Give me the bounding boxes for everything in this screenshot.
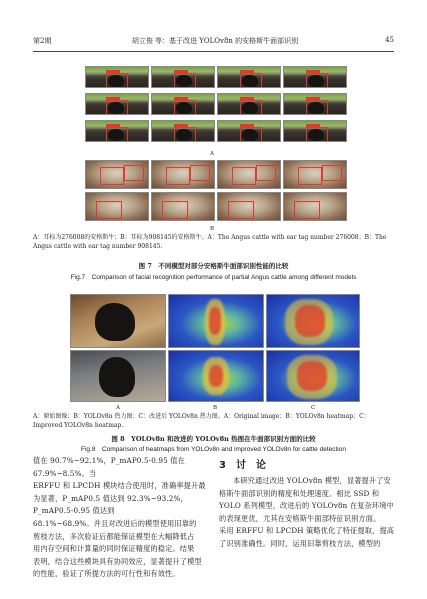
- text-line: YOLO 系列模型，改进后的 YOLOv8n 在复杂环境中: [219, 501, 394, 511]
- detection-photo: [85, 93, 149, 115]
- detection-photo: [151, 93, 215, 115]
- text-line: 本研究通过改进 YOLOv8n 模型，显著提升了安: [233, 476, 391, 485]
- cattle-photo: [85, 160, 149, 189]
- text-line: 值在 90.7%~92.1%，P_mAP0.5-0.95 值在 67.9%~8.5%。当: [33, 456, 185, 478]
- improved-yolov8n-heatmap: [266, 294, 360, 348]
- section-heading: 3 讨 论: [219, 460, 266, 471]
- figure-7-title-cn: 图 7 不同模型对部分安格斯牛面部识别性能的比较: [138, 262, 289, 270]
- header-rule: [33, 51, 394, 52]
- cattle-photo: [217, 192, 281, 221]
- cattle-photo: [283, 160, 347, 189]
- figure-8-grid: [70, 294, 360, 404]
- cattle-photo: [217, 160, 281, 189]
- detection-photo: [217, 93, 281, 115]
- text-line: 用内存空间和计算量的同时保证精度的稳定。结果: [33, 544, 195, 554]
- detection-photo: [283, 93, 347, 115]
- column-label-c: C: [311, 405, 316, 411]
- text-line: 了识别准确性。同时，运用旧靠剪枝方法，模型的: [219, 538, 381, 548]
- original-image: [70, 294, 166, 348]
- figure-8-note: A：原始图像；B：YOLOv8n 热力图；C：改进后 YOLOv8n 热力图。A：Original image；B：YOLOv8n heatmap；C：Improved YOLOv8n heatmap.: [33, 413, 370, 429]
- figure-7-title-en: Fig.7 Comparison of facial recognition performance of partial Angus cattle among different models: [70, 274, 357, 281]
- panel-label-a: A: [210, 151, 214, 157]
- detection-photo: [151, 120, 215, 142]
- detection-photo: [217, 66, 281, 88]
- text-line: 的表现更优，尤其在安格斯牛面部特征识别方面。: [219, 513, 381, 523]
- figure-7-panel-b: [85, 160, 347, 222]
- running-title: 胡立俊 等：基于改进 YOLOv8n 的安格斯牛面部识别: [131, 37, 299, 45]
- cattle-photo: [151, 160, 215, 189]
- yolov8n-heatmap: [168, 294, 264, 348]
- panel-label-b: B: [210, 226, 215, 232]
- text-line: 格斯牛面部识别的精度和处理速度。相比 SSD 和: [219, 488, 380, 498]
- text-line: 剪枝方法，多次验证后都能保证模型在大幅降低占: [33, 531, 195, 541]
- figure-8-title-cn: 图 8 YOLOv8n 和改进的 YOLOv8n 热图在牛面部识别方面的比较: [111, 435, 316, 443]
- figure-7-note: A：耳标为276008的安格斯牛；B：耳标为908145的安格斯牛。A：The Angus cattle with ear tag number 276008；B：The Angus cattle with ear tag number 908145.: [33, 234, 387, 250]
- cattle-photo: [151, 192, 215, 221]
- improved-yolov8n-heatmap: [266, 350, 360, 402]
- cattle-photo: [283, 192, 347, 221]
- page-number: 45: [385, 36, 394, 44]
- cattle-photo: [85, 192, 149, 221]
- text-line: ERFFU 和 LPCDH 模块结合使用时，准确率提升最: [33, 481, 206, 491]
- detection-photo: [85, 120, 149, 142]
- detection-photo: [283, 66, 347, 88]
- text-line: 表明，结合这些模块具有协同效应，显著提升了模型: [33, 556, 202, 566]
- text-line: 为显著，P_mAP0.5 值达到 92.3%~93.2%，P_mAP0.5-0.95 值达到: [33, 493, 188, 516]
- right-column-text: [219, 475, 395, 551]
- figure-7-panel-a: [85, 66, 347, 146]
- figure-8-title-en: Fig.8 Comparison of heatmaps from YOLOv8n and improved YOLOv8n for cattle detection: [81, 446, 346, 453]
- text-line: 的性能，验证了所提方法的可行性和有效性。: [33, 569, 180, 579]
- yolov8n-heatmap: [168, 350, 264, 402]
- detection-photo: [217, 120, 281, 142]
- issue-number: 第2期: [33, 37, 52, 45]
- detection-photo: [283, 120, 347, 142]
- column-label-a: A: [116, 405, 120, 411]
- left-column-text: [33, 455, 209, 581]
- detection-photo: [151, 66, 215, 88]
- text-line: 采用 ERFFU 和 LPCDH 策略优化了特征提取，提高: [219, 526, 395, 536]
- text-line: 68.1%~68.9%。并且对改进后的模型使用旧靠的: [33, 518, 197, 528]
- column-label-b: B: [213, 405, 218, 411]
- detection-photo: [85, 66, 149, 88]
- original-image: [70, 350, 166, 402]
